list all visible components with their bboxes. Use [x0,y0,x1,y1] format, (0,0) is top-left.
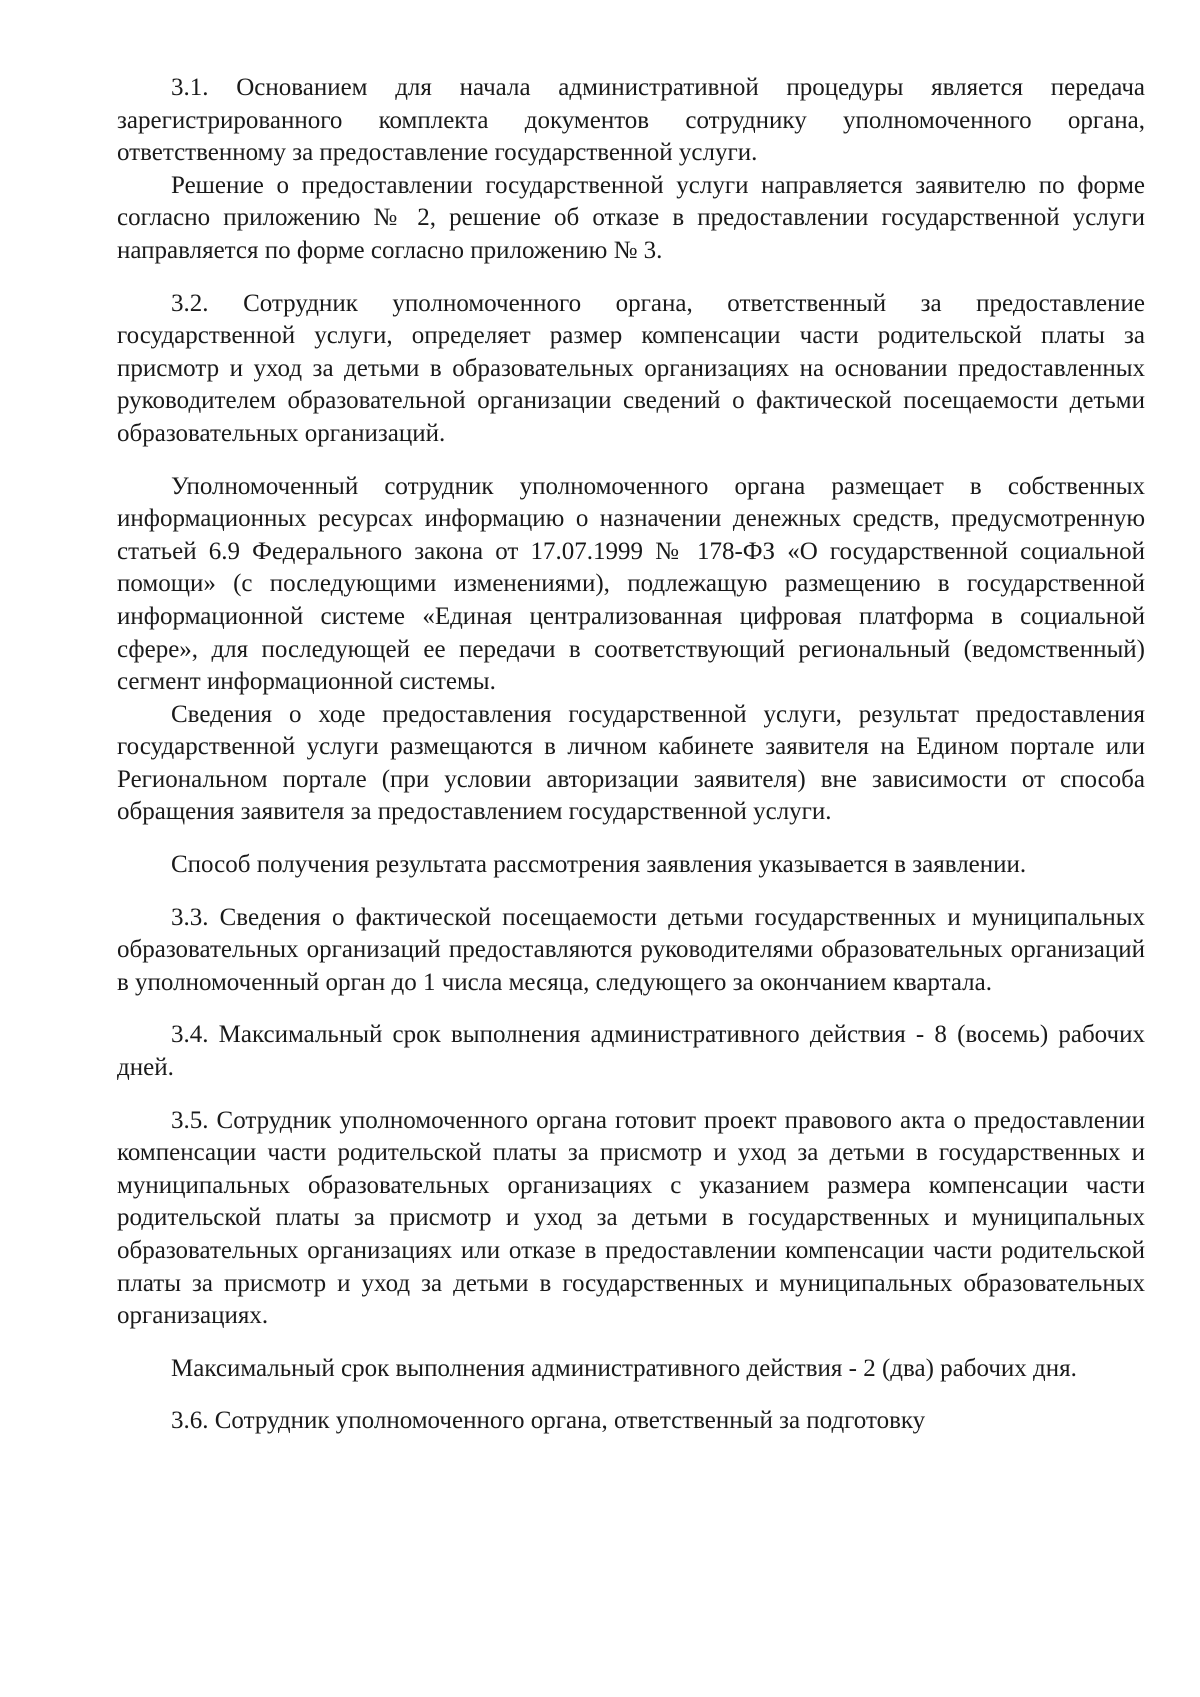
paragraph-max-term: Максимальный срок выполнения административного действия - 2 (два) рабочих дня. [171,1354,1077,1382]
paragraph-authorized-employee: Уполномоченный сотрудник уполномоченного органа размещает в собственных информационных ресурсах информацию о назначении денежных средств, предусмотренную статьей 6.9 Федерального закона от 17.07.1999 № 178-ФЗ «О государственной социальной помощи» (с последующими изменениями), подлежащую размещению в государственной информационной системе «Единая централизованная цифровая платформа в социальной сфере», для последующей ее передачи в соответствующий региональный (ведомственный) сегмент информационной системы. [117,472,1145,696]
paragraph-service-progress: Сведения о ходе предоставления государственной услуги, результат предоставления государственной услуги размещаются в личном кабинете заявителя на Едином портале или Региональном портале (при условии авторизации заявителя) вне зависимости от способа обращения заявителя за предоставлением государственной услуги. [117,700,1145,826]
document-body [117,72,1145,1438]
paragraph-decision-forms: Решение о предоставлении государственной услуги направляется заявителю по форме согласно приложению № 2, решение об отказе в предоставлении государственной услуги направляется по форме согласно приложению № 3. [117,171,1145,264]
paragraph-3-3: 3.3. Сведения о фактической посещаемости детьми государственных и муниципальных образовательных организаций предоставляются руководителями образовательных организаций в уполномоченный орган до 1 числа месяца, следующего за окончанием квартала. [117,903,1145,996]
paragraph-result-method: Способ получения результата рассмотрения заявления указывается в заявлении. [171,851,1027,879]
paragraph-3-4: 3.4. Максимальный срок выполнения административного действия - 8 (восемь) рабочих дней. [117,1021,1145,1082]
paragraph-3-1: 3.1. Основанием для начала административной процедуры является передача зарегистрированного комплекта документов сотруднику уполномоченного органа, ответственному за предоставление государственной услуги. [117,74,1145,167]
paragraph-3-2: 3.2. Сотрудник уполномоченного органа, ответственный за предоставление государственной услуги, определяет размер компенсации части родительской платы за присмотр и уход за детьми в образовательных организациях на основании предоставленных руководителем образовательной организации сведений о фактической посещаемости детьми образовательных организаций. [117,289,1145,447]
paragraph-3-6: 3.6. Сотрудник уполномоченного органа, ответственный за подготовку [171,1407,926,1435]
paragraph-3-5: 3.5. Сотрудник уполномоченного органа готовит проект правового акта о предоставлении компенсации части родительской платы за присмотр и уход за детьми в государственных и муниципальных образовательных организациях с указанием размера компенсации части родительской платы за присмотр и уход за детьми в государственных и муниципальных образовательных организациях или отказе в предоставлении компенсации части родительской платы за присмотр и уход за детьми в государственных и муниципальных образовательных организациях. [117,1106,1145,1330]
